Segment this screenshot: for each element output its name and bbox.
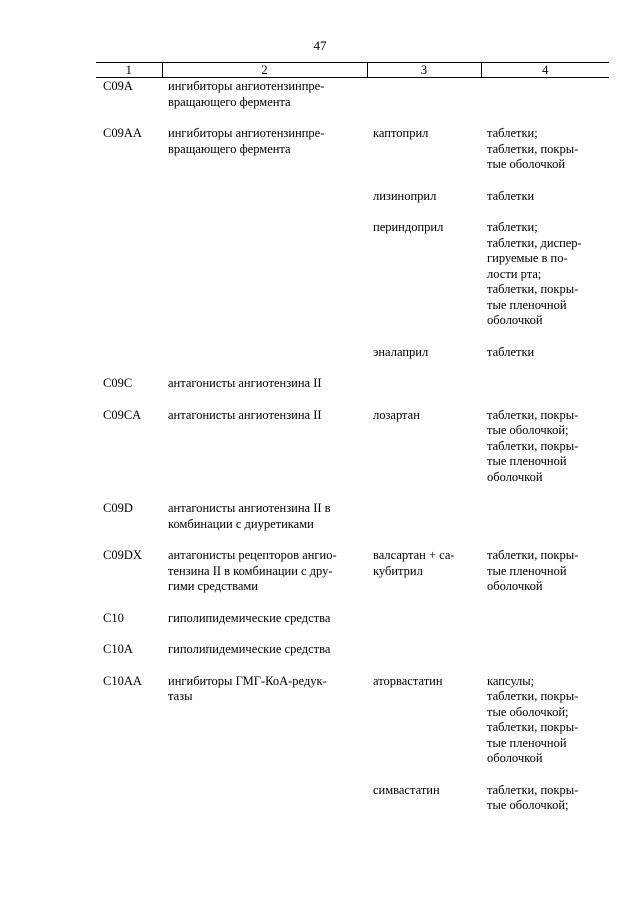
drug-name-cell: каптоприл <box>373 126 429 140</box>
table-row <box>96 642 609 674</box>
dosage-form-cell <box>481 78 609 127</box>
drug-name-cell: валсартан + са- кубитрил <box>373 548 455 578</box>
dosage-form-cell: таблетки, покры- тые пленочной оболочкой <box>487 548 579 593</box>
table-row <box>96 78 609 127</box>
group-name-cell <box>162 220 367 345</box>
atc-code-cell <box>96 783 162 830</box>
table-body <box>96 78 609 830</box>
group-name-cell: антагонисты рецепторов ангио- тензина II в комбинации с дру- гими средствами <box>168 548 337 593</box>
drug-name-cell: лозартан <box>373 407 420 422</box>
table-row <box>96 611 609 643</box>
column-header-1: 1 <box>96 63 162 78</box>
group-name-cell: гиполипидемические средства <box>168 642 331 656</box>
atc-code-cell: C09DX <box>103 548 142 562</box>
group-name-cell <box>162 189 367 221</box>
drug-name-cell <box>367 78 481 127</box>
table-header-row <box>96 63 609 78</box>
table-row <box>96 783 609 830</box>
group-name-cell: ингибиторы ангиотензинпре- вращающего фермента <box>168 126 325 156</box>
atc-code-cell: C09C <box>103 376 133 390</box>
table-row <box>96 345 609 377</box>
drug-name-cell <box>367 501 481 548</box>
atc-code-cell: C09CA <box>103 407 142 422</box>
group-name-cell: ингибиторы ГМГ-КоА-редук- тазы <box>168 673 327 703</box>
drug-name-cell <box>367 376 481 408</box>
column-header-3: 3 <box>367 63 481 78</box>
atc-code-cell: C10AA <box>103 673 142 688</box>
drug-name-cell: периндоприл <box>373 220 444 234</box>
table-row <box>96 376 609 408</box>
atc-code-cell: C09A <box>103 79 133 93</box>
atc-code-cell: C09D <box>103 501 133 515</box>
dosage-form-cell: таблетки <box>487 344 535 359</box>
atc-code-cell <box>96 189 162 221</box>
dosage-form-cell <box>481 501 609 548</box>
group-name-cell: ингибиторы ангиотензинпре- вращающего фермента <box>168 79 325 109</box>
group-name-cell: антагонисты ангиотензина II <box>168 376 322 390</box>
dosage-form-cell <box>481 376 609 408</box>
dosage-form-cell <box>481 611 609 643</box>
atc-code-cell: C09AA <box>103 126 142 140</box>
table-row <box>96 220 609 345</box>
atc-code-cell: C10 <box>103 610 124 625</box>
drug-name-cell <box>367 642 481 674</box>
dosage-form-cell: таблетки; таблетки, диспер- гируемые в по- лости рта; таблетки, покры- тые пленочной оболочкой <box>487 220 582 327</box>
table-row <box>96 548 609 611</box>
dosage-form-cell: таблетки; таблетки, покры- тые оболочкой <box>487 126 579 171</box>
group-name-cell <box>162 345 367 377</box>
group-name-cell: гиполипидемические средства <box>168 610 331 625</box>
drug-name-cell: симвастатин <box>373 782 440 797</box>
group-name-cell <box>162 783 367 830</box>
table-row <box>96 408 609 502</box>
group-name-cell: антагонисты ангиотензина II в комбинации с диуретиками <box>168 501 331 531</box>
group-name-cell: антагонисты ангиотензина II <box>168 407 322 422</box>
table-row <box>96 501 609 548</box>
page-number: 47 <box>313 38 327 53</box>
dosage-form-cell: таблетки, покры- тые оболочкой; <box>487 782 579 812</box>
dosage-form-cell: таблетки <box>487 188 535 203</box>
table-row <box>96 126 609 189</box>
drug-table <box>96 62 609 830</box>
column-header-4: 4 <box>481 63 609 78</box>
table-row <box>96 189 609 221</box>
drug-name-cell: аторвастатин <box>373 673 443 688</box>
drug-name-cell: эналаприл <box>373 344 429 359</box>
drug-name-cell: лизиноприл <box>373 188 437 203</box>
dosage-form-cell: капсулы; таблетки, покры- тые оболочкой; таблетки, покры- тые пленочной оболочкой <box>487 673 579 765</box>
dosage-form-cell <box>481 642 609 674</box>
dosage-form-cell: таблетки, покры- тые оболочкой; таблетки, покры- тые пленочной оболочкой <box>487 407 579 484</box>
atc-code-cell: C10A <box>103 642 133 656</box>
table-row <box>96 674 609 783</box>
atc-code-cell <box>96 220 162 345</box>
drug-name-cell <box>367 611 481 643</box>
column-header-2: 2 <box>162 63 367 78</box>
atc-code-cell <box>96 345 162 377</box>
